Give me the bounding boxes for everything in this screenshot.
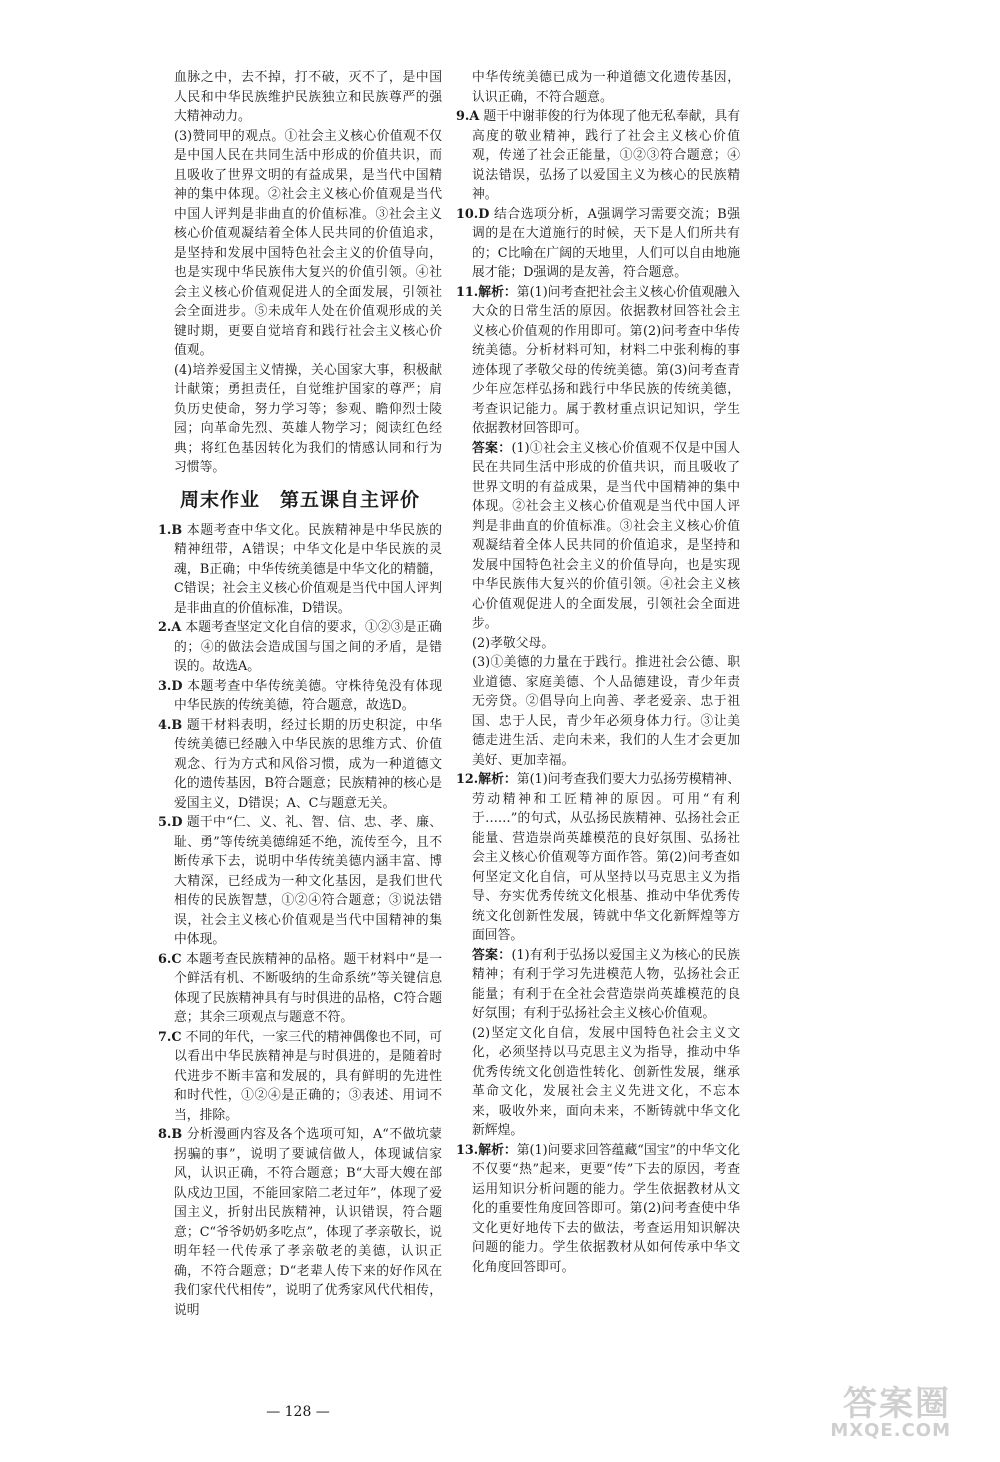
answer-item-11 [456,283,740,439]
item-number: 12. [456,772,479,787]
section-title: 周末作业 第五课自主评价 [179,488,420,511]
item-number: 9.A [456,109,480,124]
answer-text: (2)孝敬父母。 [472,635,555,651]
answer-label: 答案： [472,440,512,456]
answer-text: (1)有利于弘扬以爱国主义为核心的民族精神；有利于学习先进模范人物，弘扬社会正能量；有利于在全社会营造崇尚英雄模范的良好氛围；有利于弘扬社会主义核心价值观。 [472,947,740,1021]
item-text: 本题考查中华文化。民族精神是中华民族的精神纽带，A错误；中华文化是中华民族的灵魂，B正确；中华传统美德是中华文化的精髓，C错误；社会主义核心价值观是当代中国人评判是非曲直的价值标准，D错误。 [174,522,442,616]
answer-item-6 [158,950,442,1028]
answer-text: (3)①美德的力量在于践行。推进社会公德、职业道德、家庭美德、个人品德建设，青少年责无旁贷。②倡导向上向善、孝老爱亲、忠于祖国、忠于人民，青少年必须身体力行。③让美德走进生活、走向未来，我们的人生才会更加美好、更加幸福。 [472,655,740,768]
left-column [158,68,442,1320]
left-paragraph: 血脉之中，去不掉，打不破，灭不了，是中国人民和中华民族维护民族独立和民族尊严的强大精神动力。 [174,70,442,124]
item-number: 7.C [158,1029,182,1045]
item-text: 本题考查民族精神的品格。题干材料中“是一个鲜活有机、不断吸纳的生命系统”等关键信息体现了民族精神具有与时俱进的品格，C符合题意；其余三项观点与题意不符。 [174,951,442,1025]
left-paragraph: (3)赞同甲的观点。①社会主义核心价值观不仅是中国人民在共同生活中形成的价值共识，而且吸收了世界文明的有益成果，是当代中国精神的集中体现。②社会主义核心价值观是当代中国人评判是非曲直的价值标准。③社会主义核心价值观凝结着全体人民共同的价值追求，是坚持和发展中国特色社会主义的价值导向，也是实现中华民族伟大复兴的价值引领。④社会主义核心价值观促进人的全面发展，引领社会全面进步。⑤未成年人处在价值观形成的关键时期，更要自觉培育和践行社会主义核心价值观。 [174,128,442,358]
page-number: — 128 — [266,1404,330,1420]
item-text: 分析漫画内容及各个选项可知，A“不做坑蒙拐骗的事”，说明了要诚信做人，体现诚信家风，认识正确，不符合题意；B“大哥大嫂在部队戍边卫国，不能回家陪二老过年”，体现了爱国主义，折射出民族精神，认识错误，符合题意；C“爷爷奶奶多吃点”，体现了孝亲敬长，说明年轻一代传承了孝亲敬老的美德，认识正确，不符合题意；D“老辈人传下来的好作风在我们家代代相传”，说明了优秀家风代代相传，说明 [174,1127,442,1318]
item-number: 4.B [158,717,183,733]
left-paragraph: (4)培养爱国主义情操，关心国家大事，积极献计献策；勇担责任，自觉维护国家的尊严；肩负历史使命，努力学习等；参观、瞻仰烈士陵园；向革命先烈、英雄人物学习；阅读红色经典；将红色基因转化为我们的情感认同和行为习惯等。 [174,362,442,475]
analysis-label: 解析： [478,284,517,300]
answer-block [456,946,740,1024]
item-text: 不同的年代，一家三代的精神偶像也不同，可以看出中华民族精神是与时俱进的，是随着时代进步不断丰富和发展的，具有鲜明的先进性和时代性，①②④是正确的；③表述、用词不当，排除。 [174,1029,442,1123]
answer-item-2 [158,618,442,677]
item-number: 10.D [456,206,490,222]
answer-item-13 [456,1141,740,1278]
answer-text: (1)①社会主义核心价值观不仅是中国人民在共同生活中形成的价值共识，而且吸收了世界文明的有益成果，是当代中国精神的集中体现。②社会主义核心价值观是当代中国人评判是非曲直的价值标准。③社会主义核心价值观凝结着全体人民共同的价值追求，是坚持和发展中国特色社会主义的价值导向，也是实现中华民族伟大复兴的价值引领。④社会主义核心价值观促进人的全面发展，引领社会全面进步。 [472,440,740,631]
analysis-text: 第(1)问考查我们要大力弘扬劳模精神、劳动精神和工匠精神的原因。可用“有利于……”的句式，从弘扬民族精神、弘扬社会正能量、营造崇尚英雄模范的良好氛围、弘扬社会主义核心价值观等方面作答。第(2)问考查如何坚定文化自信，可从坚持以马克思主义为指导、夯实优秀传统文化根基、推动中华优秀传统文化创新性发展，铸就中华文化新辉煌等方面回答。 [472,772,740,943]
answer-label: 答案： [472,947,512,963]
answer-item-12 [456,770,740,946]
answer-text: (2)坚定文化自信，发展中国特色社会主义文化，必须坚持以马克思主义为指导，推动中华优秀传统文化创造性转化、创新性发展，继承革命文化，发展社会主义先进文化，不忘本来，吸收外来，面向未来，不断铸就中华文化新辉煌。 [472,1025,740,1138]
answer-item-1 [158,521,442,619]
watermark-logo: 答案圈 [843,1384,951,1424]
continued-text: 中华传统美德已成为一种道德文化遗传基因，认识正确，不符合题意。 [472,70,740,105]
item-text: 结合选项分析，A强调学习需要交流；B强调的是在大道施行的时候，天下是人们所共有的；C比喻在广阔的天地里，人们可以自由地施展才能；D强调的是友善，符合题意。 [472,206,740,280]
answer-block [456,439,740,634]
analysis-label: 解析： [478,1142,517,1158]
item-text: 题干中“仁、义、礼、智、信、忠、孝、廉、耻、勇”等传统美德绵延不绝，流传至今，且不断传承下去，说明中华传统美德内涵丰富、博大精深，已经成为一种文化基因，是我们世代相传的民族智慧，①②④符合题意；③说法错误，社会主义核心价值观是当代中国精神的集中体现。 [174,815,442,947]
answer-item-3 [158,677,442,716]
analysis-text: 第(1)问考查把社会主义核心价值观融入大众的日常生活的原因。依据教材回答社会主义核心价值观的作用即可。第(2)问考查中华传统美德。分析材料可知，材料二中张利梅的事迹体现了孝敬父母的传统美德。第(3)问考查青少年应怎样弘扬和践行中华民族的传统美德，考查识记能力。属于教材重点识记知识，学生依据教材回答即可。 [472,284,740,436]
item-number: 13. [456,1142,479,1158]
item-number: 8.B [158,1127,183,1142]
item-text: 题干中谢菲俊的行为体现了他无私奉献，具有高度的敬业精神，践行了社会主义核心价值观，传递了社会正能量，①②③符合题意；④说法错误，弘扬了以爱国主义为核心的民族精神。 [472,109,740,202]
item-text: 本题考查中华传统美德。守株待兔没有体现中华民族的传统美德，符合题意，故选D。 [174,678,442,713]
item-number: 1.B [158,522,183,538]
answer-item-8 [158,1125,442,1320]
item-number: 2.A [158,620,182,635]
answer-item-7 [158,1028,442,1126]
analysis-text: 第(1)问要求回答蕴藏“国宝”的中华文化不仅要“热”起来，更要“传”下去的原因，考查运用知识分析问题的能力。学生依据教材从文化的重要性角度回答即可。第(2)问考查使中华文化更好地传下去的做法，考查运用知识解决问题的能力。学生依据教材从如何传承中华文化角度回答即可。 [472,1142,741,1275]
answer-item-9 [456,107,740,205]
item-number: 6.C [158,951,182,967]
watermark-site: MXQE.COM [830,1420,951,1441]
right-column [456,68,740,1277]
analysis-label: 解析： [478,772,517,787]
item-number: 11. [456,284,479,300]
item-number: 3.D [158,678,183,694]
answer-item-10 [456,205,740,283]
item-text: 题干材料表明，经过长期的历史积淀，中华传统美德已经融入中华民族的思维方式、价值观念、行为方式和风俗习惯，成为一种道德文化的遗传基因，B符合题意；民族精神的核心是爱国主义，D错误；A、C与题意无关。 [174,717,442,811]
item-text: 本题考查坚定文化自信的要求，①②③是正确的；④的做法会造成国与国之间的矛盾，是错误的。故选A。 [174,620,442,674]
answer-item-4 [158,716,442,814]
item-number: 5.D [158,815,183,830]
watermark [765,1376,965,1448]
answer-item-5 [158,813,442,950]
